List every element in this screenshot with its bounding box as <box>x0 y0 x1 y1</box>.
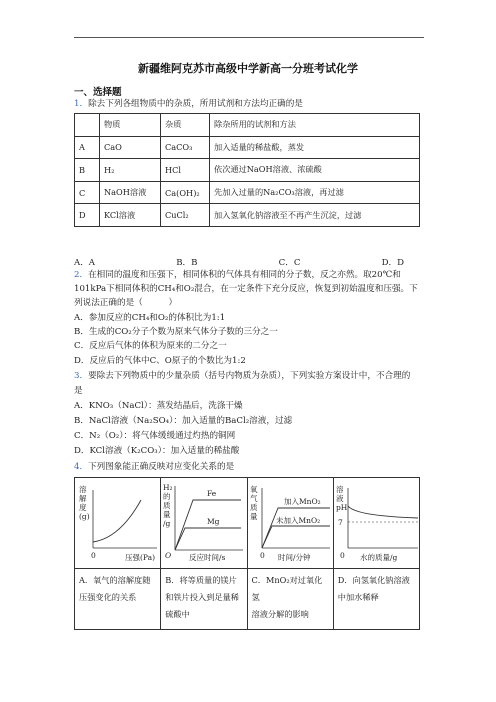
q3-number: 3． <box>74 371 89 381</box>
table-cell: CaO <box>100 136 161 159</box>
graph-b-xlabel: 反应时间/s <box>189 553 226 562</box>
table-cell: A <box>75 136 100 159</box>
caption-a[interactable] <box>75 569 161 630</box>
graph-b-fe-label: Fe <box>207 489 217 498</box>
q2-stem-line-1 <box>74 269 401 281</box>
graph-c-xlabel: 时间/分钟 <box>277 553 311 562</box>
table-cell: 加入适量的稀盐酸，蒸发 <box>210 136 420 159</box>
table-cell: 加入氢氧化钠溶液至不再产生沉淀，过滤 <box>210 204 420 227</box>
table-cell: 依次通过NaOH溶液、浓硫酸 <box>210 159 420 182</box>
q4-stem <box>74 461 234 473</box>
graph-row <box>75 478 420 569</box>
q3-option-b[interactable]: B．NaCl溶液（Na₂SO₄）：加入适量的BaCl₂溶液，过滤 <box>74 416 293 426</box>
table-header-row <box>75 114 420 137</box>
graph-a-ylabel: 度 <box>79 503 87 512</box>
graph-b-ylabel: H₂ <box>163 483 173 492</box>
table-cell: H₂ <box>100 159 161 182</box>
graph-c-cell <box>247 478 333 569</box>
q2-stem-line-3: 列说法正确的是（ ） <box>74 298 178 308</box>
table-cell: HCl <box>161 159 210 182</box>
graph-c <box>248 478 334 566</box>
graph-a-curve <box>93 500 141 542</box>
header-cell: 杂质 <box>161 114 210 137</box>
header-rule <box>74 37 424 38</box>
caption-row <box>75 569 420 630</box>
graph-b-line-mg <box>175 528 241 550</box>
graph-c-ylabel: 质 <box>249 503 257 512</box>
graph-c-label-with: 加入MnO₂ <box>283 497 321 506</box>
q1-number: 1． <box>74 99 89 109</box>
table-row <box>75 159 420 182</box>
q1-stem <box>74 98 303 110</box>
graph-d-curve <box>348 506 418 518</box>
option-c[interactable]: C．C <box>278 258 301 268</box>
graph-a-ylabel: (g) <box>79 512 90 521</box>
caption-line: 和铁片投入到足量稀 <box>165 592 239 602</box>
table-cell: D <box>75 204 100 227</box>
graph-c-line-without <box>262 526 330 548</box>
q2-number: 2． <box>74 270 89 280</box>
graph-d <box>334 478 420 566</box>
section-heading: 一、选择题 <box>74 87 122 98</box>
q4-table <box>74 477 420 630</box>
graph-c-line-with <box>262 508 330 548</box>
option-d[interactable]: D．D <box>381 258 404 268</box>
table-cell: B <box>75 159 100 182</box>
graph-a <box>75 478 161 566</box>
caption-line: 硫酸中 <box>165 609 190 619</box>
caption-line: D．向氢氧化钠溶液 <box>337 575 410 585</box>
graph-d-ylabel: pH <box>335 503 348 512</box>
q2-stem-text: 在相同的温度和压强下，相同体积的气体具有相同的分子数，反之亦然。取20℃和 <box>88 270 401 280</box>
table-row <box>75 204 420 227</box>
q4-stem-text: 下列图象能正确反映对应变化关系的是 <box>88 462 235 472</box>
q3-option-d[interactable]: D．KCl溶液（K₂CO₃）：加入适量的稀盐酸 <box>74 446 240 456</box>
table-cell: CuCl₂ <box>161 204 210 227</box>
q2-option-c[interactable]: C．反应后气体的体积为原来的二分之一 <box>74 341 227 351</box>
caption-b[interactable] <box>161 569 247 630</box>
graph-d-origin: 0 <box>339 551 345 560</box>
table-row <box>75 181 420 204</box>
graph-d-tick-7: 7 <box>337 518 343 527</box>
graph-d-ylabel: 溶 <box>335 485 344 494</box>
caption-d[interactable] <box>333 569 419 630</box>
graph-a-ylabel: 解 <box>79 494 87 503</box>
q3-stem-line-2: 是 <box>74 386 83 396</box>
table-cell: CaCO₃ <box>161 136 210 159</box>
option-a[interactable]: A．A <box>74 258 96 268</box>
graph-d-ylabel: 液 <box>335 494 344 503</box>
graph-c-ylabel: 氧 <box>249 485 257 494</box>
header-cell: 物质 <box>100 114 161 137</box>
table-cell: C <box>75 181 100 204</box>
q3-option-a[interactable]: A．KNO₃（NaCl）：蒸发结晶后，洗涤干燥 <box>74 401 243 411</box>
graph-a-origin: 0 <box>91 551 96 560</box>
q3-option-c[interactable]: C．N₂（O₂）：将气体缓缓通过灼热的铜网 <box>74 431 236 441</box>
header-cell: 除杂所用的试剂和方法 <box>210 114 420 137</box>
caption-c[interactable] <box>247 569 333 630</box>
caption-line: B．将等质量的镁片 <box>165 575 237 585</box>
q3-stem-text: 要除去下列物质中的少量杂质（括号内物质为杂质），下列实验方案设计中，不合理的 <box>88 371 411 381</box>
q1-options <box>74 256 404 268</box>
graph-a-ylabel: 溶 <box>79 485 87 494</box>
graph-c-ylabel: 气 <box>249 494 257 503</box>
graph-b <box>161 478 247 566</box>
graph-b-ylabel: 的 <box>163 492 171 501</box>
graph-b-ylabel: 量 <box>163 510 171 519</box>
graph-d-cell <box>333 478 419 569</box>
table-row <box>75 136 420 159</box>
table-cell: Ca(OH)₂ <box>161 181 210 204</box>
graph-c-origin: 0 <box>259 551 265 560</box>
page-title: 新疆维阿克苏市高级中学新高一分班考试化学 <box>138 62 358 75</box>
graph-b-origin: O <box>165 551 172 560</box>
header-cell <box>75 114 100 137</box>
graph-a-xlabel: 压强(Pa) <box>125 553 156 562</box>
graph-c-ylabel: 量 <box>249 512 257 521</box>
caption-line: A．氧气的溶解度随 <box>79 575 151 585</box>
caption-line: 压强变化的关系 <box>79 592 137 602</box>
q2-stem-line-2: 101kPa下相同体积的CH₄和O₂混合，在一定条件下充分反应，恢复到初始温度和压强。下 <box>74 284 418 294</box>
q2-option-d[interactable]: D．反应后的气体中C、O原子的个数比为1:2 <box>74 356 246 366</box>
q1-stem-text: 除去下列各组物质中的杂质，所用试剂和方法均正确的是 <box>88 99 303 109</box>
caption-line: 中加水稀释 <box>337 592 379 602</box>
graph-d-xlabel: 水的质量/g <box>359 553 398 562</box>
option-b[interactable]: B．B <box>176 258 198 268</box>
graph-b-cell <box>161 478 247 569</box>
table-cell: NaOH溶液 <box>100 181 161 204</box>
graph-b-mg-label: Mg <box>207 517 220 526</box>
table-cell: 先加入过量的Na₂CO₃溶液，再过滤 <box>210 181 420 204</box>
caption-line: 溶液分解的影响 <box>251 609 309 619</box>
q2-option-a[interactable]: A．参加反应的CH₄和O₂的体积比为1:1 <box>74 313 226 323</box>
table-cell: KCl溶液 <box>100 204 161 227</box>
graph-c-label-without: 未加入MnO₂ <box>275 516 320 525</box>
graph-b-ylabel: 质 <box>163 501 171 510</box>
q1-table <box>74 113 420 227</box>
caption-line: C．MnO₂对过氧化氢 <box>251 575 323 602</box>
q2-option-b[interactable]: B．生成的CO₂分子个数为原来气体分子数的三分之一 <box>74 327 278 337</box>
graph-a-cell <box>75 478 161 569</box>
q3-stem-line-1 <box>74 370 410 382</box>
graph-b-ylabel: /g <box>163 519 171 528</box>
q4-number: 4． <box>74 462 89 472</box>
